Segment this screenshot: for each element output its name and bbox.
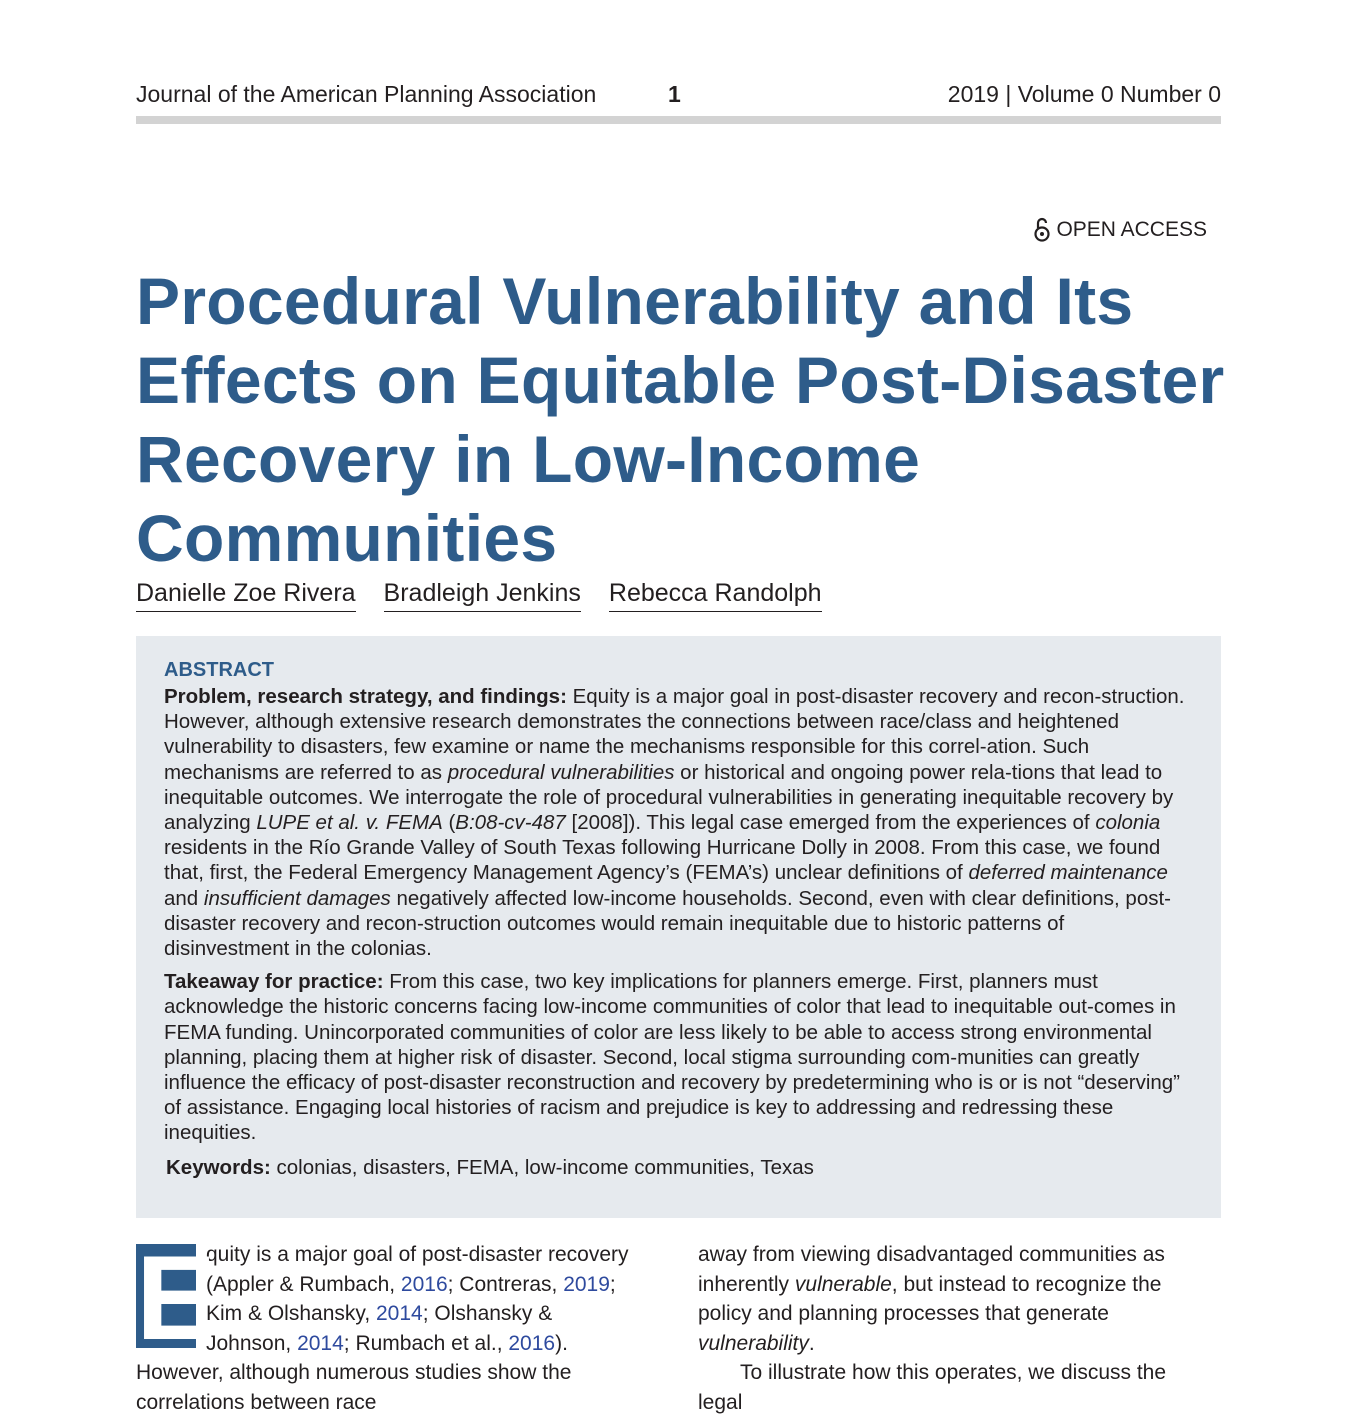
abstract-box	[136, 636, 1221, 1218]
body-column-right	[698, 1240, 1204, 1417]
citation-link[interactable]: 2016	[508, 1331, 556, 1355]
running-head	[136, 78, 1221, 110]
open-lock-icon	[1034, 217, 1050, 243]
body-text: ; Rumbach et al.,	[343, 1331, 509, 1355]
drop-cap	[136, 1231, 217, 1365]
abstract-text: From this case, two key implications for planners emerge. First, planners must acknowledge the historic concerns facing low-income communities of color that lead to inequitable out-comes in FEMA funding. Unincorporated communities of color are less likely to be able to access strong environmental planning, placing them at higher risk of disaster. Second, local stigma surrounding com-munities can greatly influence the efficacy of post-disaster reconstruction and recovery by predetermining who is or is not “deserving” of assistance. Engaging local histories of racism and prejudice is key to addressing and redressing these inequities.	[164, 970, 1181, 1145]
body-column-left	[136, 1231, 642, 1417]
body-text: ). However, although numerous studies show the correlations between race	[136, 1331, 572, 1414]
author-link[interactable]: Rebecca Randolph	[609, 576, 822, 612]
citation-link[interactable]: 2019	[563, 1272, 610, 1296]
problem-label: Problem, research strategy, and findings:	[164, 685, 567, 708]
author-list	[136, 576, 822, 612]
abstract-text: [2008]). This legal case emerged from the experiences of	[565, 811, 1096, 835]
keywords-label: Keywords:	[166, 1155, 271, 1179]
body-text: ; Kim & Olshansky,	[206, 1272, 616, 1325]
keywords	[166, 1154, 1193, 1182]
body-text: , but instead to recognize the policy and planning processes that generate	[698, 1272, 1162, 1325]
body-emphasis: vulnerable	[794, 1272, 892, 1296]
issue-info: 2019 | Volume 0 Number 0	[947, 81, 1221, 107]
body-text: ; Olshansky & Johnson,	[206, 1302, 553, 1355]
drop-cap-letter: E	[136, 1231, 217, 1365]
author-link[interactable]: Danielle Zoe Rivera	[136, 576, 356, 612]
abstract-emphasis: colonia	[1095, 811, 1161, 835]
open-access-label: OPEN ACCESS	[1056, 218, 1207, 241]
body-text: away from viewing disadvantaged communities as inherently	[698, 1243, 1165, 1296]
citation-link[interactable]: 2014	[297, 1331, 344, 1355]
citation-link[interactable]: 2016	[400, 1272, 448, 1296]
keywords-list: colonias, disasters, FEMA, low-income communities, Texas	[270, 1155, 814, 1179]
body-paragraph	[698, 1240, 1204, 1358]
abstract-heading: ABSTRACT	[164, 659, 274, 681]
abstract-emphasis: insufficient damages	[203, 886, 391, 910]
page-number: 1	[668, 81, 681, 107]
citation-link[interactable]: 2014	[376, 1302, 423, 1325]
body-paragraph: To illustrate how this operates, we discuss the legal	[698, 1361, 1167, 1414]
abstract-problem-paragraph	[164, 684, 1193, 961]
body-emphasis: vulnerability	[698, 1331, 809, 1355]
journal-name: Journal of the American Planning Association	[136, 81, 597, 107]
abstract-text: or historical and ongoing power rela-tions that lead to inequitable outcomes. We interrogate the role of procedural vulnerabilities in generating inequitable recovery by analyzing	[164, 760, 1174, 835]
abstract-emphasis: LUPE et al. v. FEMA	[256, 811, 443, 835]
takeaway-label: Takeaway for practice:	[164, 970, 384, 994]
abstract-takeaway-paragraph	[164, 969, 1193, 1145]
open-access-badge	[1034, 214, 1207, 246]
header-divider	[136, 116, 1221, 124]
abstract-emphasis: procedural vulnerabilities	[447, 760, 675, 784]
abstract-text: (	[442, 811, 456, 835]
abstract-text: Equity is a major goal in post-disaster recovery and recon-struction. However, although extensive research demonstrates the connections between race/class and heightened vulnerability to disasters, few examine or name the mechanisms responsible for this correl-ation. Such mechanisms are referred to as	[164, 685, 1185, 784]
body-text: .	[808, 1331, 815, 1355]
body-text: quity is a major goal of post-disaster recovery (Appler & Rumbach,	[206, 1243, 629, 1296]
abstract-emphasis: deferred maintenance	[968, 861, 1168, 885]
abstract-emphasis: B:08-cv-487	[455, 811, 566, 835]
abstract-text: and	[164, 886, 204, 910]
article-title: Procedural Vulnerability and Its Effects on Equitable Post-Disaster Recovery in Low-Income Communities	[136, 264, 1225, 575]
author-link[interactable]: Bradleigh Jenkins	[384, 576, 581, 612]
abstract-text: negatively affected low-income households. Second, even with clear definitions, post-disaster recovery and recon-struction outcomes would remain inequitable due to historic patterns of disinvestment in the colonias.	[164, 886, 1172, 961]
body-text: ; Contreras,	[447, 1272, 564, 1296]
abstract-text: residents in the Río Grande Valley of South Texas following Hurricane Dolly in 2008. From this case, we found that, first, the Federal Emergency Management Agency’s (FEMA’s) unclear definitions of	[164, 836, 1161, 885]
